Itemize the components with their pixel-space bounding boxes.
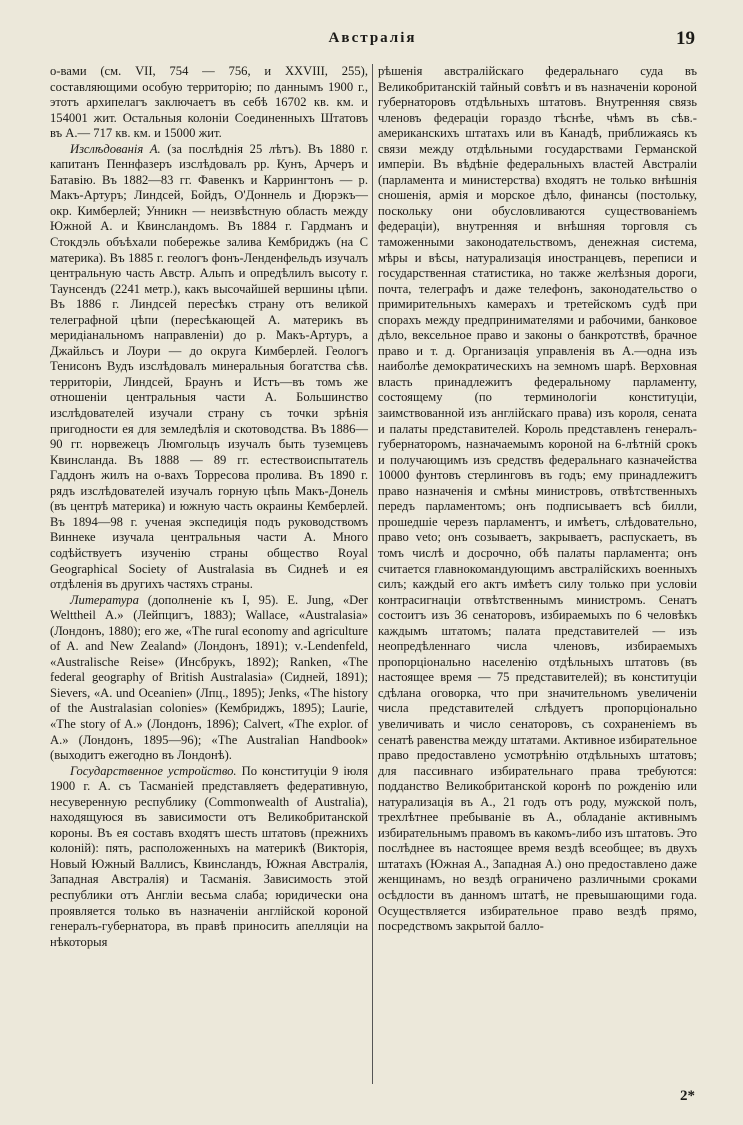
- column-divider: [372, 64, 373, 1084]
- paragraph-text: По конституціи 9 іюля 1900 г. А. съ Тасманіей представляетъ федеративную, несуверенную республику (Commonwealth of Australia), находящуюся въ зависимости отъ Великобританской короны. Въ ея составъ входятъ шесть штатовъ (прежнихъ колоній): пять, расположенныхъ на материкѣ (Викторія, Новый Южный Валлисъ, Квинсландъ, Южная Австралія, Западная Австралія) и Тасманія. Зависимость этой республики отъ Англіи весьма слаба; юридически она проявляется только въ назначеніи англійской короной генералъ-губернатора, въ правѣ приносить апелляціи на нѣкоторыя: [50, 763, 368, 949]
- section-heading: Государственное устройство.: [70, 763, 237, 778]
- paragraph: [50, 64, 368, 142]
- paragraph-text: (за послѣднія 25 лѣтъ). Въ 1880 г. капитанъ Пеннфазеръ изслѣдовалъ рр. Кунъ, Арчеръ и Батавію. Въ 1882—83 гг. Фавенкъ и Каррингтонъ — р. Макъ-Артуръ; Линдсей, Бойдъ, О'Доннель и Дюрэкъ—окр. Кимберлей; Унникн — неизвѣстную область между Южной А. и Квинсландомъ. Въ 1884 г. Гардманъ и Стокдэль объѣхали побережье залива Кембриджъ (на С материка). Въ 1885 г. геологъ фонъ-Ленденфельдъ изучалъ центральную часть Австр. Альпъ и опредѣлилъ высоту г. Таунсендъ (2241 метр.), какъ высочайшей вершины цѣпи. Въ 1886 г. Линдсей пересѣкъ страну отъ великой телеграфной цѣпи (пересѣкающей А. материкъ въ меридіанальномъ направленіи) до р. Макъ-Артуръ, а Джайльсъ и Лоури — до округа Кимберлей. Геологъ Тенисонъ Вудъ изслѣдовалъ минеральныя богатства сѣв. территоріи, Линдсей, Браунъ и Истъ—въ томъ же отношеніи центральныя части А. Большинство изслѣдователей изучали страну съ точки зрѣнія пригодности ея для земледѣлія и скотоводства. Въ 1886—90 гг. норвежецъ Люмгольцъ изучалъ быть туземцевъ Квинсланда. Въ 1888 — 89 гг. естествоиспытатель Гаддонъ жилъ на о-вахъ Торресова пролива. Въ 1890 г. рядъ изслѣдователей изучалъ горную цѣпь Макъ-Донель (въ центрѣ материка) и южную часть окраины Кемберлей. Въ 1894—98 г. ученая экспедиція подъ руководствомъ Виннеке изучала центральныя части А. Много содѣйствуетъ изученію страны общество Royal Geographical Society of Australasia въ Сиднеѣ и ея отдѣленія въ другихъ частяхъ страны.: [50, 141, 368, 592]
- page-number: 19: [676, 28, 695, 49]
- paragraph: [50, 593, 368, 764]
- running-head: Австралія: [328, 30, 417, 46]
- paragraph-text: (дополненіе къ I, 95). E. Jung, «Der Welttheil A.» (Лейпцигъ, 1883); Wallace, «Australasia» (Лондонъ, 1880); его же, «The rural economy and agriculture of A. and New Zealand» (Лондонъ, 1891); v.-Lendenfeld, «Australische Reise» (Инсбрукъ, 1892); Ranken, «The federal geography of British Australasia» (Сидней, 1891); Sievers, «A. und Oceanien» (Лпц., 1895); Jenks, «The history of the Australasian colonies» (Кембриджъ, 1895); Laurie, «The story of A.» (Лондонъ, 1896); Calvert, «The explor. of A.» (Лондонъ, 1895—96); «The Australian Handbook» (выходитъ ежегодно въ Лондонѣ).: [50, 592, 368, 763]
- paragraph-text: о-вами (см. VII, 754 — 756, и XXVIII, 255), составляющими особую территорію; по даннымъ 1900 г., этотъ архипелагъ заключаетъ въ себѣ 16702 кв. км. и 154001 жит. Остальныя колоніи Соединенныхъ Штатовъ въ А.— 717 кв. км. и 15000 жит.: [50, 64, 368, 141]
- section-heading: Изслѣдованія А.: [70, 141, 161, 156]
- paragraph: [378, 64, 697, 935]
- paragraph: [50, 142, 368, 593]
- paragraph-text: рѣшенія австралійскаго федеральнаго суда въ Великобританскій тайный совѣтъ и въ назначеніи короной губернаторовъ отдѣльныхъ штатовъ. Внутренняя связь членовъ федераціи гораздо тѣснѣе, чѣмъ въ сѣв.-американскихъ штатахъ или въ Канадѣ, приближаясь къ связи между отдѣльными государствами Германской имперіи. Въ вѣдѣніе федеральныхъ властей Австраліи (парламента и министерства) входятъ не только внѣшнія сношенія, армія и морское дѣло, финансы (постольку, поскольку они обусловливаются существованіемъ федераціи), внутренняя и внѣшняя торговля съ таможенными законодательствомъ, денежная система, мѣры и вѣсы, натурализація иностранцевъ, переписи и государственная статистика, но также желѣзныя дороги, почта, телеграфъ и даже телефонъ, законодательство о примирительныхъ камерахъ и третейскомъ судѣ при спорахъ между предпринимателями и рабочими, банковое дѣло, вексельное право и законы о банкротствѣ, брачное право и т. д. Организація управленія въ А.—одна изъ наиболѣе демократическихъ на земномъ шарѣ. Верховная власть принадлежитъ федеральному парламенту, состоящему (по терминологіи конституціи, заимствованной изъ англійскаго права) изъ короля, сената и палаты представителей. Король представленъ генералъ-губернаторомъ, назначаемымъ короной на 6-лѣтній срокъ и получающимъ изъ средствъ федеральнаго казначейства 10000 фунтовъ стерлинговъ въ годъ; ему принадлежитъ право назначенія и смѣны министровъ, отвѣтственныхъ передъ парламентомъ; онъ подписываетъ всѣ билли, прошедшіе черезъ парламентъ, и имѣетъ, слѣдовательно, право veto; онъ созываетъ, закрываетъ, распускаетъ, въ томъ числѣ и досрочно, обѣ палаты парламента; онъ считается главнокомандующимъ австралійскихъ военныхъ силъ; каждый его актъ имѣетъ силу только при условіи контрасигнаціи отвѣтственнымъ министромъ. Сенатъ состоитъ изъ 36 сенаторовъ, избираемыхъ по 6 человѣкъ каждымъ штатомъ; палата представителей — изъ неопредѣленнаго числа членовъ, избираемыхъ пропорціонально населенію отдѣльныхъ штатовъ (въ настоящее время — 75 представителей); въ конституціи сдѣлана оговорка, что при значительномъ увеличеніи числа представителей слѣдуетъ пропорціонально увеличивать и число сенаторовъ, съ сохраненіемъ въ сенатѣ равенства между штатами. Активное избирательное право предоставлено усмотрѣнію отдѣльныхъ штатовъ; для пассивнаго избирательнаго права требуются: подданство Великобританской коронѣ по рожденію или натурализація въ А., 21 годъ отъ роду, мужской полъ, трехлѣтнее пребываніе въ А., обладаніе активнымъ избирательнымъ правомъ въ какомъ-либо изъ штатовъ. Это послѣднее въ настоящее время вездѣ всеобщее; въ двухъ штатахъ (Южная А., Западная А.) оно предоставлено даже женщинамъ, но вездѣ ограничено различными сроками осѣдлости въ данномъ штатѣ, не превышающими года. Осуществляется избирательное право вездѣ прямо, посредствомъ закрытой балло-: [378, 64, 698, 934]
- paragraph: [50, 764, 368, 951]
- signature-mark: 2*: [680, 1088, 695, 1104]
- section-heading: Литература: [70, 592, 139, 607]
- page-header: [50, 30, 695, 54]
- right-column: [378, 64, 697, 935]
- left-column: [50, 64, 368, 950]
